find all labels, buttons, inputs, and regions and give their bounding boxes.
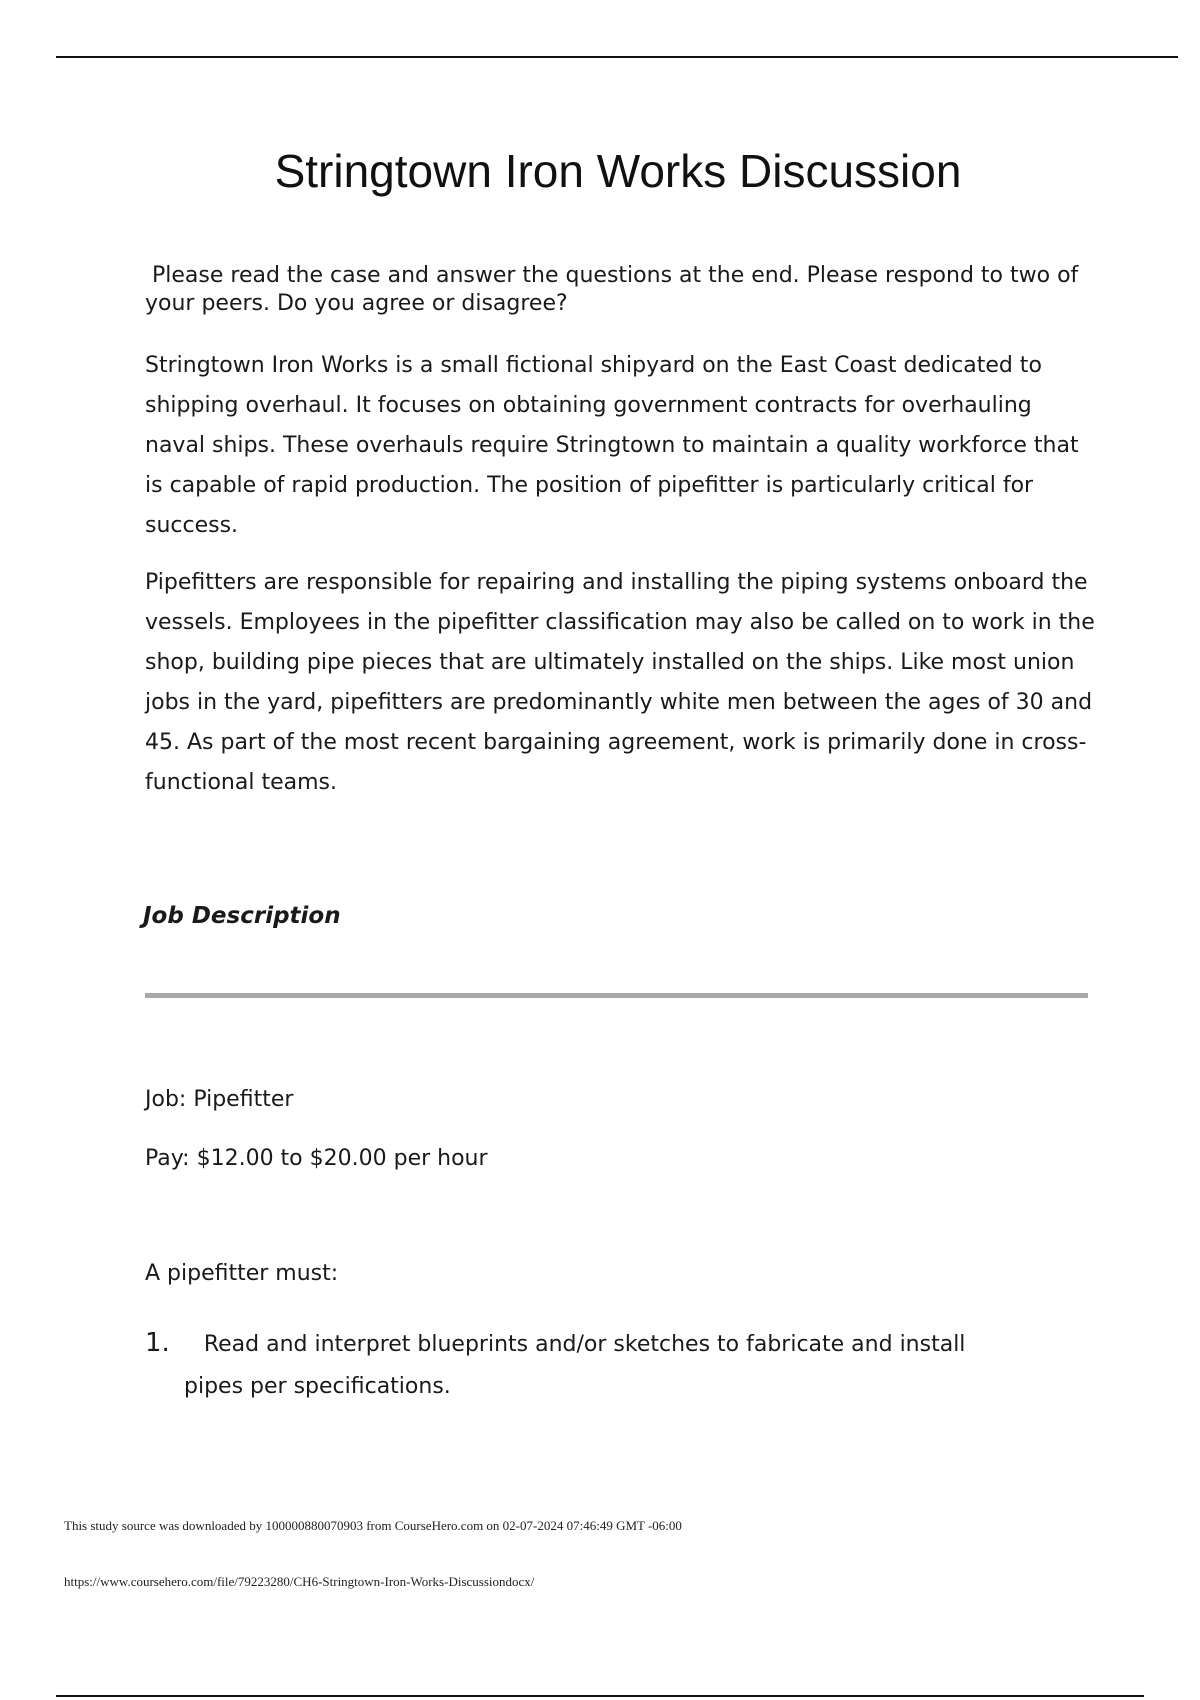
intro-paragraph: Stringtown Iron Works is a small fictional shipyard on the East Coast dedicated to shipping overhaul. It focuses on obtaining government contracts for overhauling naval ships. These overhauls require Stringtown to maintain a quality workforce that is capable of rapid production. The position of pipefitter is particularly critical for success.: [145, 353, 1079, 538]
list-intro: A pipefitter must:: [145, 1261, 339, 1286]
pipefitter-paragraph: Pipefitters are responsible for repairing and installing the piping systems onboard the vessels. Employees in the pipefitter classification may also be called on to work in the shop, building pipe pieces that are ultimately installed on the ships. Like most union jobs in the yard, pipefitters are predominantly white men between the ages of 30 and 45. As part of the most recent bargaining agreement, work is primarily done in cross-functional teams.: [145, 570, 1095, 795]
list-item: [145, 1322, 1085, 1408]
section-divider: [145, 993, 1088, 998]
source-url[interactable]: https://www.coursehero.com/file/79223280/CH6-Stringtown-Iron-Works-Discussiondocx/: [64, 1574, 535, 1589]
bottom-rule: [56, 1695, 1144, 1697]
list-item-text-continued: pipes per specifications.: [184, 1374, 451, 1399]
instructions-text: Please read the case and answer the questions at the end. Please respond to two of your peers. Do you agree or disagree?: [145, 263, 1086, 316]
download-notice: This study source was downloaded by 100000880070903 from CourseHero.com on 02-07-2024 07:46:49 GMT -06:00: [64, 1518, 682, 1533]
list-item-text: Read and interpret blueprints and/or sketches to fabricate and install: [203, 1332, 966, 1357]
document-body: [145, 262, 1095, 820]
job-title-line: Job: Pipefitter: [145, 1087, 294, 1112]
section-heading: Job Description: [143, 903, 341, 929]
document-title: Stringtown Iron Works Discussion: [274, 145, 962, 197]
list-item-number: 1.: [145, 1328, 170, 1358]
top-rule: [56, 56, 1178, 58]
pay-line: Pay: $12.00 to $20.00 per hour: [145, 1146, 488, 1171]
